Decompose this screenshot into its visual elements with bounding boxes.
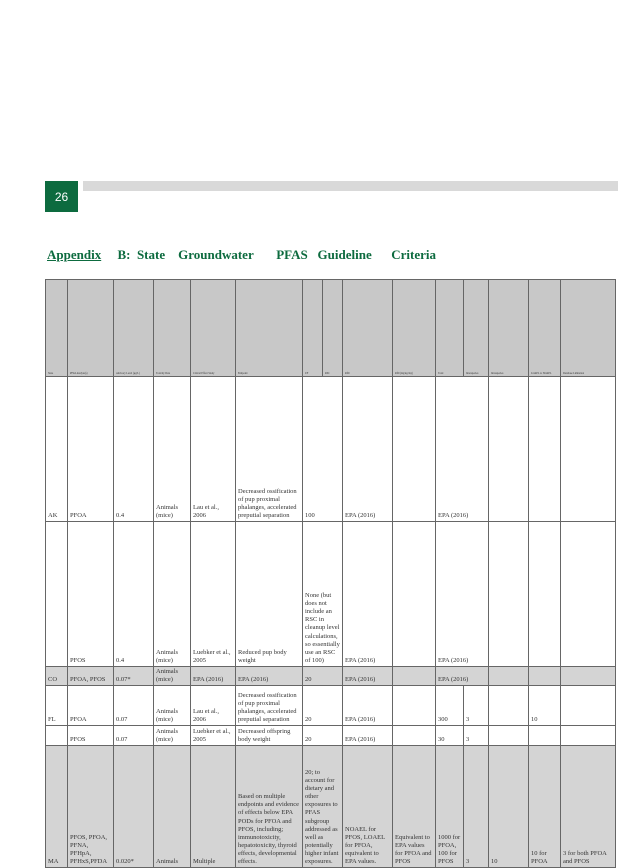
cell-inter: 3 [464, 746, 489, 868]
cell-rfd2: Equivalent to EPA values for PFOA and PFOS [393, 746, 436, 868]
cell-rfd: EPA (2016) [343, 377, 393, 522]
cell-toxicity: Animals (mice) [154, 667, 191, 686]
cell-study: Multiple [191, 746, 236, 868]
title-appendix: Appendix [47, 247, 102, 262]
cell-rfd2 [393, 667, 436, 686]
cell-state: MA [46, 746, 68, 868]
col-rfd-mg: RfD (mg/kg/day) [393, 280, 436, 377]
col-loael: LOAEL to NOAEL [529, 280, 561, 377]
cell-intra [489, 377, 529, 522]
cell-uf: 20 [303, 726, 343, 746]
cell-state: CO [46, 667, 68, 686]
cell-total: EPA (2016) [436, 522, 489, 667]
cell-study: Luebker et al., 2005 [191, 726, 236, 746]
cell-uf: 20 [303, 667, 343, 686]
cell-rfd: EPA (2016) [343, 686, 393, 726]
cell-db [561, 726, 616, 746]
cell-analyte: PFOS [68, 726, 114, 746]
table-row [46, 377, 616, 522]
title-b: B: [117, 247, 131, 262]
cell-endpoint: Decreased ossification of pup proximal phalanges, accelerated preputial separation [236, 377, 303, 522]
cell-db [561, 667, 616, 686]
cell-rfd2 [393, 377, 436, 522]
title-guideline: Guideline [317, 247, 372, 262]
cell-rfd: NOAEL for PFOS, LOAEL for PFOA, equivalent to EPA values. [343, 746, 393, 868]
page-number: 26 [45, 181, 78, 212]
cell-loael [529, 522, 561, 667]
col-database: Database Limitation [561, 280, 616, 377]
cell-uf: None (but does not include an RSC in cleanup level calculations, so essentially use an RSC of 100) [303, 522, 343, 667]
cell-study: EPA (2016) [191, 667, 236, 686]
cell-db [561, 377, 616, 522]
title-pfas: PFAS [276, 247, 308, 262]
criteria-table [45, 279, 616, 868]
table-row [46, 667, 616, 686]
cell-study: Lau et al., 2006 [191, 377, 236, 522]
cell-state: AK [46, 377, 68, 522]
cell-intra [489, 667, 529, 686]
cell-endpoint: Decreased offspring body weight [236, 726, 303, 746]
cell-study: Lau et al., 2006 [191, 686, 236, 726]
col-endpoint: Endpoint [236, 280, 303, 377]
cell-uf: 100 [303, 377, 343, 522]
col-interspecies: Interspecies [464, 280, 489, 377]
col-critical-effect: Critical Effect Study [191, 280, 236, 377]
title-state: State [136, 247, 166, 262]
cell-inter: 3 [464, 726, 489, 746]
cell-db [561, 522, 616, 667]
cell-state [46, 726, 68, 746]
col-toxicity-data: Toxicity Data [154, 280, 191, 377]
cell-intra [489, 686, 529, 726]
cell-total: 1000 for PFOA, 100 for PFOS [436, 746, 464, 868]
cell-total: 300 [436, 686, 464, 726]
table-row [46, 726, 616, 746]
cell-uf: 20; to account for dietary and other exposures to PFAS subgroup addressed as well as potentially higher infant exposures. [303, 746, 343, 868]
cell-analyte: PFOA, PFOS [68, 667, 114, 686]
cell-total: EPA (2016) [436, 377, 489, 522]
cell-analyte: PFOA [68, 377, 114, 522]
criteria-table-wrapper [45, 279, 615, 866]
appendix-title [47, 247, 436, 263]
table-row [46, 522, 616, 667]
cell-rfd: EPA (2016) [343, 667, 393, 686]
cell-level: 0.020* [114, 746, 154, 868]
title-criteria: Criteria [391, 247, 436, 262]
cell-analyte: PFOS, PFOA, PFNA, PFHpA, PFHxS,PFDA [68, 746, 114, 868]
cell-rfd: EPA (2016) [343, 726, 393, 746]
cell-loael: 10 [529, 686, 561, 726]
cell-toxicity: Animals (mice) [154, 377, 191, 522]
col-state: State [46, 280, 68, 377]
cell-level: 0.4 [114, 377, 154, 522]
cell-endpoint: Reduced pup body weight [236, 522, 303, 667]
cell-total: EPA (2016) [436, 667, 489, 686]
cell-loael [529, 377, 561, 522]
cell-inter: 3 [464, 686, 489, 726]
col-rfd: RfD [343, 280, 393, 377]
cell-db [561, 686, 616, 726]
cell-state [46, 522, 68, 667]
cell-analyte: PFOS [68, 522, 114, 667]
cell-toxicity: Animals (mice) [154, 726, 191, 746]
cell-endpoint: Based on multiple endpoints and evidence of effects below EPA PODs for PFOA and PFOS, including; immunotoxicity, hepatotoxicity, thyroid effects, developmental effects. [236, 746, 303, 868]
cell-toxicity: Animals [154, 746, 191, 868]
cell-study: Luebker et al., 2005 [191, 522, 236, 667]
cell-analyte: PFOA [68, 686, 114, 726]
cell-level: 0.07 [114, 686, 154, 726]
header-row [46, 280, 616, 377]
col-rsc: RSC [323, 280, 343, 377]
cell-intra [489, 522, 529, 667]
cell-toxicity: Animals (mice) [154, 686, 191, 726]
cell-rfd2 [393, 726, 436, 746]
table-row [46, 686, 616, 726]
cell-loael [529, 667, 561, 686]
cell-level: 0.07 [114, 726, 154, 746]
cell-endpoint: Decreased ossification of pup proximal phalanges, accelerated preputial separation [236, 686, 303, 726]
cell-endpoint: EPA (2016) [236, 667, 303, 686]
col-intraspecies: Intraspecies [489, 280, 529, 377]
cell-intra [489, 726, 529, 746]
cell-state: FL [46, 686, 68, 726]
cell-intra: 10 [489, 746, 529, 868]
cell-toxicity: Animals (mice) [154, 522, 191, 667]
cell-rfd2 [393, 686, 436, 726]
col-analyte: PFAS Analyte(s) [68, 280, 114, 377]
cell-uf: 20 [303, 686, 343, 726]
cell-level: 0.4 [114, 522, 154, 667]
title-groundwater: Groundwater [178, 247, 254, 262]
cell-loael: 10 for PFOA [529, 746, 561, 868]
cell-rfd: EPA (2016) [343, 522, 393, 667]
cell-level: 0.07* [114, 667, 154, 686]
cell-rfd2 [393, 522, 436, 667]
col-advisory-level: Advisory Level (µg/L) [114, 280, 154, 377]
cell-loael [529, 726, 561, 746]
header-bar [83, 181, 618, 191]
table-row [46, 746, 616, 868]
col-total: Total [436, 280, 464, 377]
cell-db: 3 for both PFOA and PFOS [561, 746, 616, 868]
col-uf: UF [303, 280, 323, 377]
cell-total: 30 [436, 726, 464, 746]
